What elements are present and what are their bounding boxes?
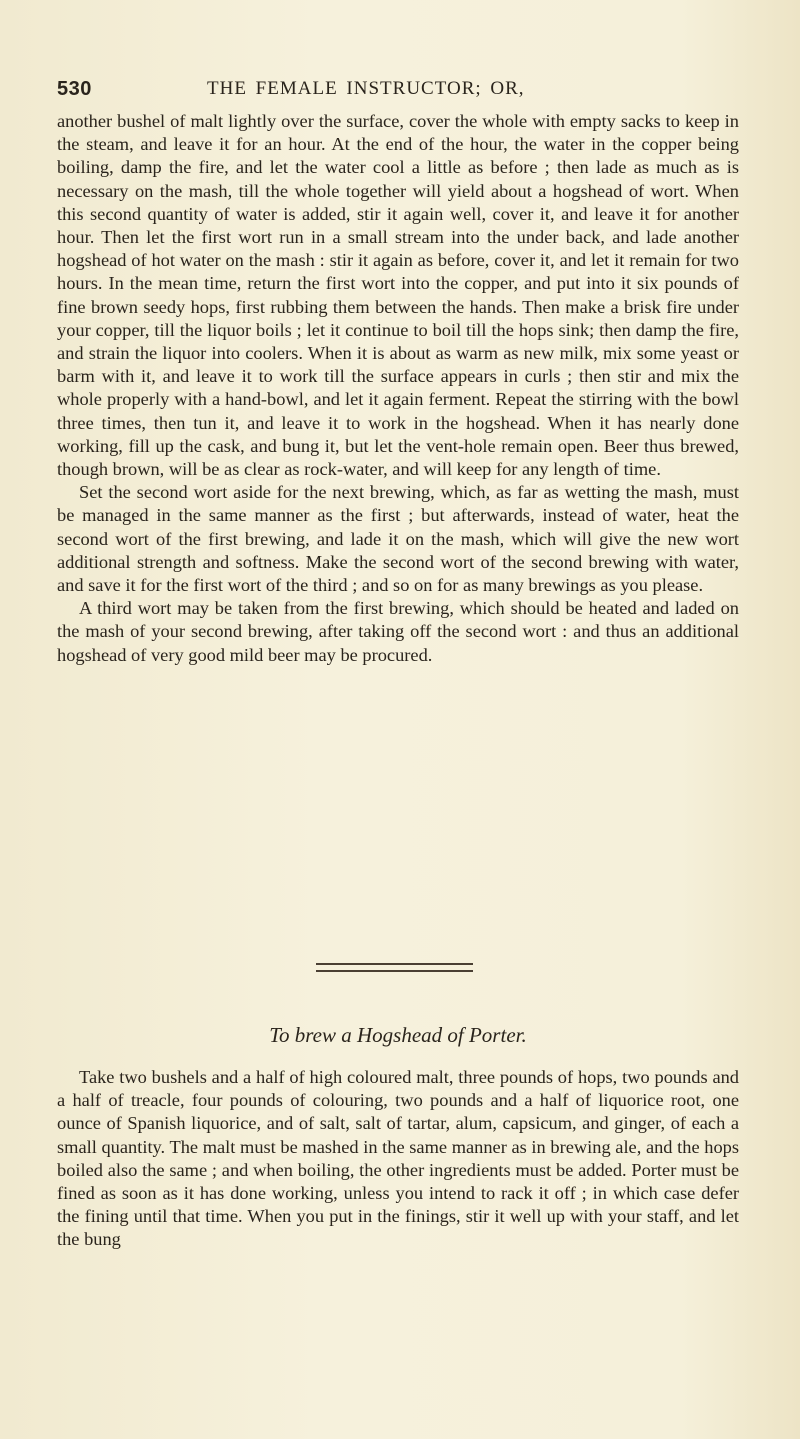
- running-title: THE FEMALE INSTRUCTOR; OR,: [207, 78, 525, 99]
- section-heading: To brew a Hogshead of Porter.: [269, 1023, 527, 1047]
- paragraph-third-wort: A third wort may be taken from the first brewing, which should be heated and laded on the mash of your second brewing, after taking off the second wort : and thus an additional hogshead of very good mild beer may be procured.: [57, 598, 739, 665]
- paragraph-second-wort: Set the second wort aside for the next brewing, which, as far as wetting the mash, must be managed in the same manner as the first ; but afterwards, instead of water, heat the second wort of the first brewing, and lade it on the mash, which will give the new wort additional strength and softness. Make the second wort of the second brewing with water, and save it for the first wort of the third ; and so on for as many brewings as you please.: [57, 482, 739, 596]
- page-number: 530: [57, 78, 92, 100]
- section-text-block: [57, 1066, 739, 1252]
- paragraph-porter-recipe: Take two bushels and a half of high coloured malt, three pounds of hops, two pounds and a half of treacle, four pounds of colouring, two pounds and a half of liquorice root, one ounce of Spanish liquorice, and of salt, salt of tartar, alum, capsicum, and ginger, of each a small quantity. The malt must be mashed in the same manner as in brewing ale, and the hops boiled also the same ; and when boiling, the other ingredients must be added. Porter must be fined as soon as it has done working, unless you intend to rack it off ; in which case defer the fining until that time. When you put in the finings, stir it well up with your staff, and let the bung: [57, 1067, 739, 1250]
- paragraph-continued: another bushel of malt lightly over the surface, cover the whole with empty sacks to keep in the steam, and leave it for an hour. At the end of the hour, the water in the copper being boiling, damp the fire, and let the water cool a little as before ; then lade as much as is necessary on the mash, till the whole together will yield about a hogshead of wort. When this second quantity of water is added, stir it again well, cover it, and leave it for another hour. Then let the first wort run in a small stream into the under back, and lade another hogshead of hot water on the mash : stir it again as before, cover it, and let it remain for two hours. In the mean time, return the first wort into the copper, and put into it six pounds of fine brown seedy hops, first rubbing them between the hands. Then make a brisk fire under your copper, till the liquor boils ; let it continue to boil till the hops sink; then damp the fire, and strain the liquor into coolers. When it is about as warm as new milk, mix some yeast or barm with it, and leave it to work till the surface appears in curls ; then stir and mix the whole properly with a hand-bowl, and let it again ferment. Repeat the stirring with the bowl three times, then tun it, and leave it to work in the hogshead. When it has nearly done working, fill up the cask, and bung it, but let the vent-hole remain open. Beer thus brewed, though brown, will be as clear as rock-water, and will keep for any length of time.: [57, 111, 739, 480]
- running-header: [57, 78, 737, 104]
- section-divider: [316, 963, 473, 972]
- main-text-block: [57, 110, 739, 667]
